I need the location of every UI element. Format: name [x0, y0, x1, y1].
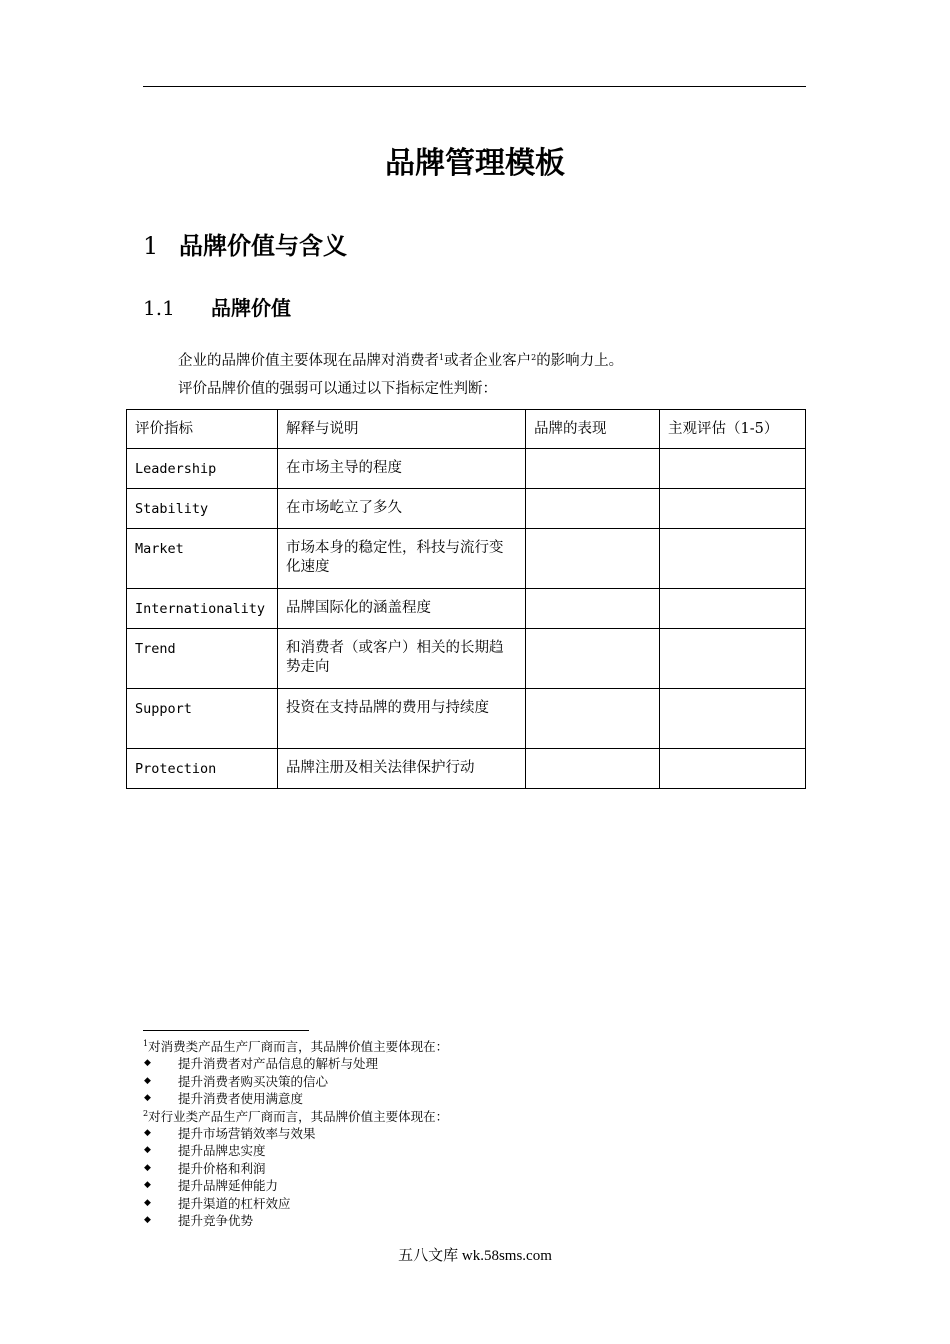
score-cell[interactable] — [660, 629, 806, 689]
indicator-cell: Leadership — [127, 449, 278, 489]
description-cell: 品牌国际化的涵盖程度 — [278, 589, 526, 629]
diamond-bullet-icon: ◆ — [144, 1093, 151, 1104]
footnote-ref-2[interactable]: 2 — [531, 353, 537, 362]
diamond-bullet-icon: ◆ — [144, 1215, 151, 1226]
diamond-bullet-icon: ◆ — [144, 1145, 151, 1156]
description-cell: 在市场屹立了多久 — [278, 489, 526, 529]
table-header-row — [127, 410, 806, 449]
section-number: 1 — [143, 232, 159, 260]
intro-paragraph: 企业的品牌价值主要体现在品牌对消费者$^1$或者企业客户$^2$的影响力上。 — [178, 353, 624, 369]
performance-cell[interactable] — [526, 529, 660, 589]
performance-cell[interactable] — [526, 489, 660, 529]
footnote-mark: 1 — [143, 1039, 149, 1048]
diamond-bullet-icon: ◆ — [144, 1075, 151, 1086]
indicator-cell: Support — [127, 689, 278, 749]
table-intro-paragraph: 评价品牌价值的强弱可以通过以下指标定性判断： — [178, 381, 497, 397]
description-cell: 和消费者（或客户）相关的长期趋势走向 — [278, 629, 526, 689]
performance-cell[interactable] — [526, 689, 660, 749]
footnote-bullet-item: ◆ 提升消费者对产品信息的解析与处理 — [144, 1056, 379, 1072]
section-heading-1-1 — [143, 293, 291, 323]
brand-evaluation-table — [126, 409, 806, 789]
score-cell[interactable] — [660, 489, 806, 529]
description-cell: 品牌注册及相关法律保护行动 — [278, 749, 526, 789]
diamond-bullet-icon: ◆ — [144, 1128, 151, 1139]
diamond-bullet-icon: ◆ — [144, 1180, 151, 1191]
footnote-ref-1[interactable]: 1 — [439, 353, 445, 362]
table-row — [127, 529, 806, 589]
footnote-bullet-item: ◆ 提升市场营销效率与效果 — [144, 1126, 316, 1142]
description-cell: 投资在支持品牌的费用与持续度 — [278, 689, 526, 749]
table-row — [127, 449, 806, 489]
section-title: 品牌价值与含义 — [179, 232, 347, 260]
diamond-bullet-icon: ◆ — [144, 1197, 151, 1208]
footnote-bullet-item: ◆ 提升消费者购买决策的信心 — [144, 1073, 329, 1089]
footnote-bullet-item: ◆ 提升品牌忠实度 — [144, 1143, 266, 1159]
performance-cell[interactable] — [526, 449, 660, 489]
footnotes — [143, 1038, 448, 1229]
indicator-cell: Market — [127, 529, 278, 589]
header-rule — [143, 86, 806, 87]
subsection-title: 品牌价值 — [211, 296, 291, 320]
indicator-cell: Protection — [127, 749, 278, 789]
description-cell: 在市场主导的程度 — [278, 449, 526, 489]
score-cell[interactable] — [660, 449, 806, 489]
footnote-bullet-item: ◆ 提升竞争优势 — [144, 1213, 254, 1229]
performance-cell[interactable] — [526, 749, 660, 789]
table-row — [127, 629, 806, 689]
performance-cell[interactable] — [526, 629, 660, 689]
footnote-bullet-item: ◆ 提升品牌延伸能力 — [144, 1178, 279, 1194]
table-row — [127, 749, 806, 789]
table-row — [127, 489, 806, 529]
table-row — [127, 589, 806, 629]
section-heading-1 — [143, 229, 347, 263]
header-cell: 品牌的表现 — [526, 410, 660, 449]
score-cell[interactable] — [660, 529, 806, 589]
subsection-number: 1.1 — [143, 296, 175, 320]
diamond-bullet-icon: ◆ — [144, 1058, 151, 1069]
watermark-site-link[interactable]: 五八文库 wk.58sms.com — [398, 1248, 552, 1264]
description-cell: 市场本身的稳定性，科技与流行变化速度 — [278, 529, 526, 589]
footnote-2: $^2$对行业类产品生产厂商而言，其品牌价值主要体现在： — [143, 1108, 449, 1124]
header-cell: 解释与说明 — [278, 410, 526, 449]
footnote-bullet-item: ◆ 提升价格和利润 — [144, 1160, 266, 1176]
footnote-separator — [143, 1030, 309, 1031]
indicator-cell: Stability — [127, 489, 278, 529]
indicator-cell: Internationality — [127, 589, 278, 629]
score-cell[interactable] — [660, 589, 806, 629]
header-cell: 主观评估（1-5） — [660, 410, 806, 449]
footnote-1: $^1$对消费类产品生产厂商而言，其品牌价值主要体现在： — [143, 1039, 449, 1054]
footnote-bullet-item: ◆ 提升渠道的杠杆效应 — [144, 1195, 291, 1211]
score-cell[interactable] — [660, 689, 806, 749]
footnote-mark: 2 — [143, 1108, 149, 1118]
indicator-cell: Trend — [127, 629, 278, 689]
table-row — [127, 689, 806, 749]
page-title: 品牌管理模板 — [385, 146, 565, 181]
score-cell[interactable] — [660, 749, 806, 789]
header-cell: 评价指标 — [127, 410, 278, 449]
diamond-bullet-icon: ◆ — [144, 1162, 151, 1173]
performance-cell[interactable] — [526, 589, 660, 629]
footnote-bullet-item: ◆ 提升消费者使用满意度 — [144, 1091, 304, 1107]
